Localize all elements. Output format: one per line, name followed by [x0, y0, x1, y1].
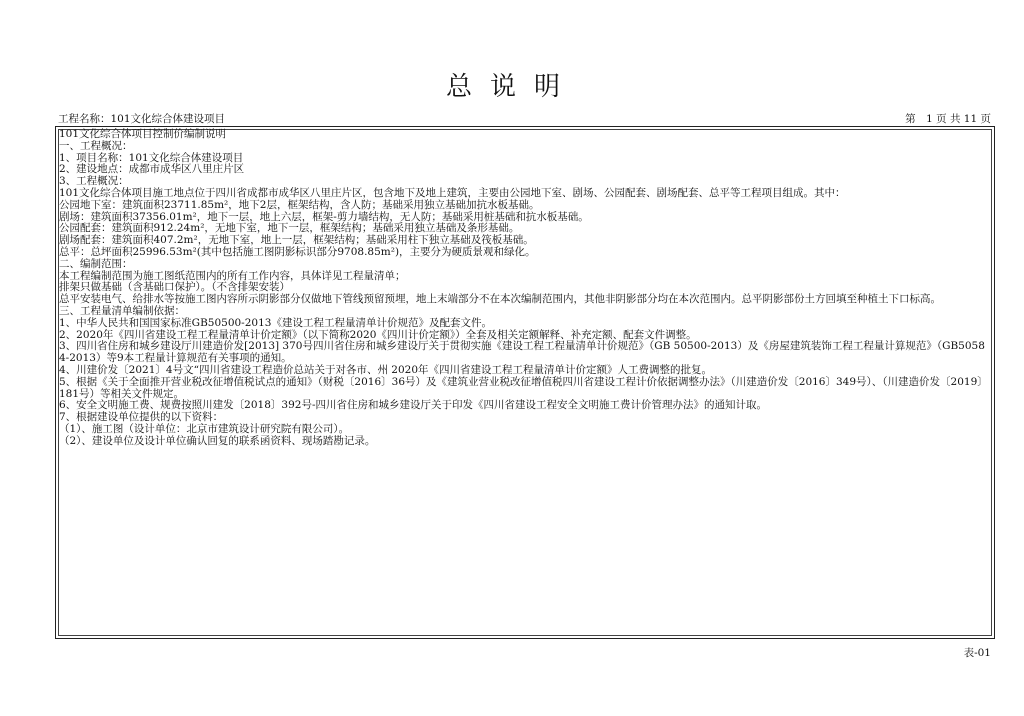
text-line: 1、项目名称：101文化综合体建设项目	[59, 151, 244, 164]
text-line: 101文化综合体项目控制价编制说明	[59, 128, 227, 140]
text-line: 2、建设地点：成都市成华区八里庄片区	[59, 163, 245, 176]
text-line: （2）、建设单位及设计单位确认回复的联系函资料、现场踏勘记录。	[59, 434, 376, 447]
text-line: 3、四川省住房和城乡建设厅川建造价发[2013] 370号四川省住房和城乡建设厅关于贯彻实施《建设工程工程量清单计价规范》（GB 50500-2013）及《房屋建筑装饰工程工程量计算规范》（GB50584-2013）等9本工程量计算规范有关事项的通知。	[59, 340, 985, 365]
document-title: 总说明	[445, 72, 578, 102]
table-code: 表-01	[963, 647, 991, 659]
page-info: 第 1 页 共 11 页	[905, 113, 991, 125]
text-line: （1）、施工图（设计单位：北京市建筑设计研究院有限公司）。	[59, 422, 350, 435]
text-line: 6、安全文明施工费、规费按照川建发〔2018〕392号-四川省住房和城乡建设厅关于印发《四川省建设工程安全文明施工费计价管理办法》的通知计取。	[59, 399, 767, 412]
description-body	[59, 129, 991, 448]
text-line: 公园地下室：建筑面积23711.85m²，地下2层，框架结构，含人防；基础采用独立基础加抗水板基础。	[59, 198, 540, 211]
text-line: 一、工程概况：	[59, 139, 133, 152]
text-line: 4、川建价发〔2021〕4号文“四川省建设工程造价总站关于对各市、州 2020年《四川省建设工程工程量清单计价定额》人工费调整的批复。	[59, 363, 713, 376]
text-line: 总平安装电气、给排水等按施工图内容所示阴影部分仅做地下管线预留预埋，地上末端部分不在本次编制范围内，其他非阴影部分均在本次范围内。总平阴影部份土方回填至种植土下口标高。	[59, 293, 941, 306]
text-line: 本工程编制范围为施工图纸范围内的所有工作内容，具体详见工程量清单；	[59, 269, 406, 282]
text-line: 2、2020年《四川省建设工程工程量清单计价定额》（以下简称2020《四川计价定额》）全套及相关定额解释、补充定额、配套文件调整。	[59, 328, 697, 341]
text-line: 7、根据建设单位提供的以下资料：	[59, 411, 224, 424]
text-line: 剧场配套：建筑面积407.2m²，无地下室，地上一层，框架结构；基础采用柱下独立基础及筏板基础。	[59, 234, 534, 247]
text-line: 剧场：建筑面积37356.01m²，地下一层，地上六层，框架-剪力墙结构，无人防；基础采用桩基础和抗水板基础。	[59, 210, 589, 223]
text-line: 排架只做基础（含基础口保护）。（不含排架安装）	[59, 281, 290, 294]
text-line: 3、工程概况：	[59, 175, 129, 188]
text-line: 三、工程量清单编制依据：	[59, 304, 185, 317]
content-frame	[55, 126, 995, 639]
text-line: 5、根据《关于全面推开营业税改征增值税试点的通知》（财税〔2016〕36号）及《建筑业营业税改征增值税四川省建设工程计价依据调整办法》（川建造价发〔2016〕349号）、（川建造价发〔2019〕181号）等相关文件规定。	[59, 375, 988, 400]
text-line: 公园配套：建筑面积912.24m²，无地下室，地下一层，框架结构；基础采用独立基础及条形基础。	[59, 222, 520, 235]
text-line: 1、中华人民共和国国家标准GB50500-2013《建设工程工程量清单计价规范》及配套文件。	[59, 316, 492, 329]
text-line: 总平：总坪面积25996.53m²(其中包括施工图阴影标识部分9708.85m²)，主要分为硬质景观和绿化。	[59, 245, 536, 258]
project-name: 工程名称：101文化综合体建设项目	[58, 113, 226, 125]
text-line: 二、编制范围：	[59, 257, 133, 270]
text-line: 101文化综合体项目施工地点位于四川省成都市成华区八里庄片区，包含地下及地上建筑，主要由公园地下室、剧场、公园配套、剧场配套、总平等工程项目组成。其中：	[59, 186, 846, 199]
